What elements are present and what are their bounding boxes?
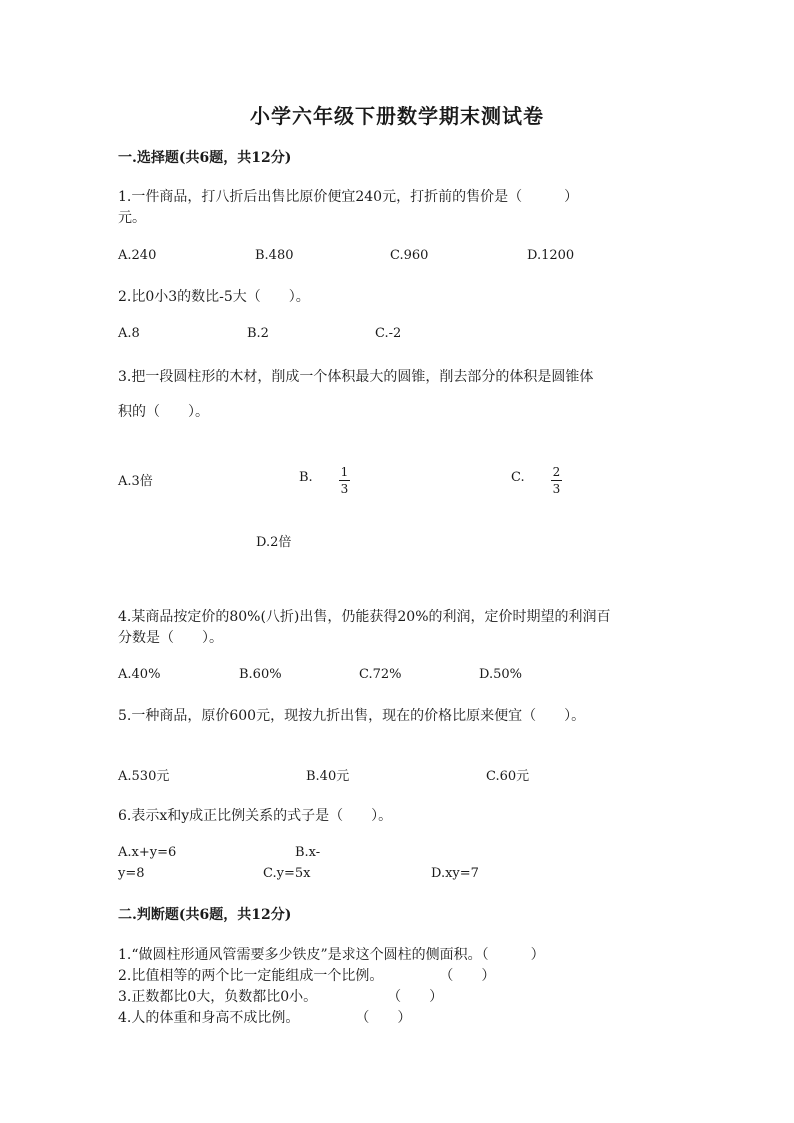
question-4-option-c: C.72%	[359, 667, 402, 682]
question-6-text: 6.表示x和y成正比例关系的式子是（ ）。	[118, 808, 393, 824]
section-heading-choice: 一.选择题(共6题，共12分)	[118, 150, 292, 166]
question-1-option-c: C.960	[390, 248, 429, 263]
fraction-denominator: 3	[340, 482, 349, 496]
fraction-bar	[551, 480, 562, 481]
question-3-option-a: A.3倍	[118, 474, 153, 489]
question-1-option-b: B.480	[255, 248, 294, 263]
judgement-item-3: 3.正数都比0大，负数都比0小。 （ ）	[118, 989, 444, 1005]
question-6-option-b: B.x-	[295, 845, 321, 860]
question-3-option-d: D.2倍	[256, 535, 292, 550]
page-title: 小学六年级下册数学期末测试卷	[250, 104, 544, 128]
question-3-option-b: B.	[299, 470, 313, 485]
question-2-option-c: C.-2	[375, 326, 402, 341]
fraction-denominator: 3	[552, 482, 561, 496]
question-4-text: 4.某商品按定价的80%(八折)出售，仍能获得20%的利润，定价时期望的利润百	[118, 609, 611, 625]
question-3-option-c: C.	[511, 470, 525, 485]
question-1-option-d: D.1200	[527, 248, 575, 263]
section-heading-judgement: 二.判断题(共6题，共12分)	[118, 907, 292, 923]
question-6-option-c: C.y=5x	[263, 866, 311, 881]
question-4-option-b: B.60%	[239, 667, 282, 682]
question-3-text-cont: 积的（ ）。	[118, 404, 209, 420]
question-6-option-b-cont: y=8	[118, 866, 145, 881]
question-3-option-b-fraction	[339, 465, 350, 496]
question-1-text-cont: 元。	[118, 210, 146, 226]
question-6-option-d: D.xy=7	[431, 866, 479, 881]
question-6-option-a: A.x+y=6	[118, 845, 177, 860]
judgement-item-4: 4.人的体重和身高不成比例。 （ ）	[118, 1010, 412, 1026]
judgement-item-1: 1.“做圆柱形通风管需要多少铁皮”是求这个圆柱的侧面积。（ ）	[118, 947, 545, 963]
question-2-option-b: B.2	[247, 326, 269, 341]
fraction-bar	[339, 480, 350, 481]
fraction-numerator: 1	[340, 465, 349, 479]
question-4-option-a: A.40%	[118, 667, 161, 682]
question-4-option-d: D.50%	[479, 667, 522, 682]
question-2-text: 2.比0小3的数比-5大（ ）。	[118, 289, 310, 305]
question-5-text: 5.一种商品，原价600元，现按九折出售，现在的价格比原来便宜（ ）。	[118, 708, 586, 724]
question-2-option-a: A.8	[118, 326, 140, 341]
question-4-text-cont: 分数是（ ）。	[118, 630, 223, 646]
judgement-item-2: 2.比值相等的两个比一定能组成一个比例。 （ ）	[118, 968, 496, 984]
question-5-option-b: B.40元	[306, 769, 350, 784]
question-5-option-a: A.530元	[118, 769, 170, 784]
question-1-option-a: A.240	[118, 248, 157, 263]
fraction-numerator: 2	[552, 465, 561, 479]
question-5-option-c: C.60元	[486, 769, 530, 784]
question-3-text: 3.把一段圆柱形的木材，削成一个体积最大的圆锥，削去部分的体积是圆锥体	[118, 369, 594, 385]
question-3-option-c-fraction	[551, 465, 562, 496]
question-1-text: 1.一件商品，打八折后出售比原价便宜240元，打折前的售价是（ ）	[118, 189, 579, 205]
